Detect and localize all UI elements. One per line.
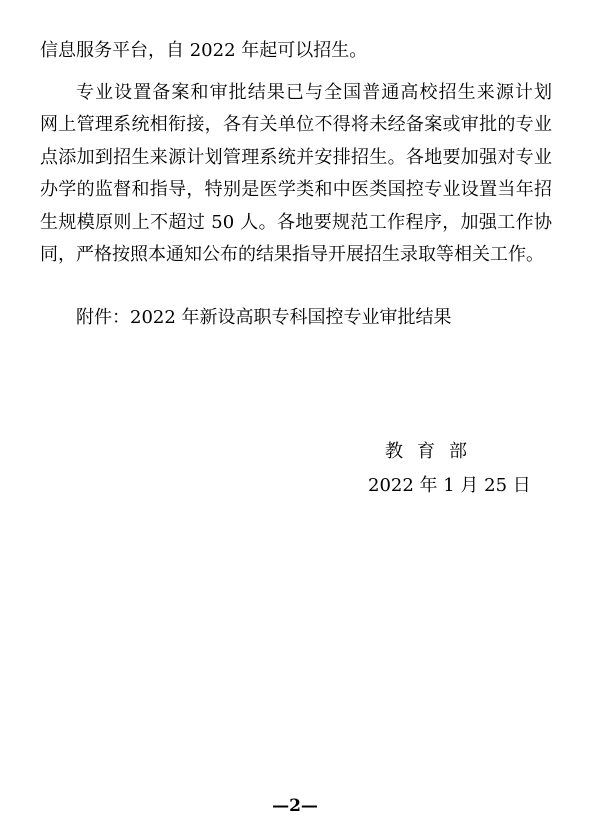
- page-number: —2—: [272, 796, 318, 816]
- paragraph-line: 同，严格按照本通知公布的结果指导开展招生录取等相关工作。: [40, 244, 544, 265]
- paragraph-line: 信息服务平台，自 2022 年起可以招生。: [40, 40, 368, 61]
- signature-date: 2022 年 1 月 25 日: [368, 475, 531, 496]
- signature-organization: 教育部: [385, 441, 481, 462]
- paragraph-line: 网上管理系统相衔接，各有关单位不得将未经备案或审批的专业: [40, 114, 552, 135]
- attachment-line: 附件：2022 年新设高职专科国控专业审批结果: [76, 307, 452, 328]
- paragraph-line: 专业设置备案和审批结果已与全国普通高校招生来源计划: [76, 82, 552, 103]
- paragraph-line: 点添加到招生来源计划管理系统并安排招生。各地要加强对专业: [40, 147, 552, 168]
- paragraph-line: 生规模原则上不超过 50 人。各地要规范工作程序，加强工作协: [40, 212, 552, 233]
- paragraph-line: 办学的监督和指导，特别是医学类和中医类国控专业设置当年招: [40, 179, 552, 200]
